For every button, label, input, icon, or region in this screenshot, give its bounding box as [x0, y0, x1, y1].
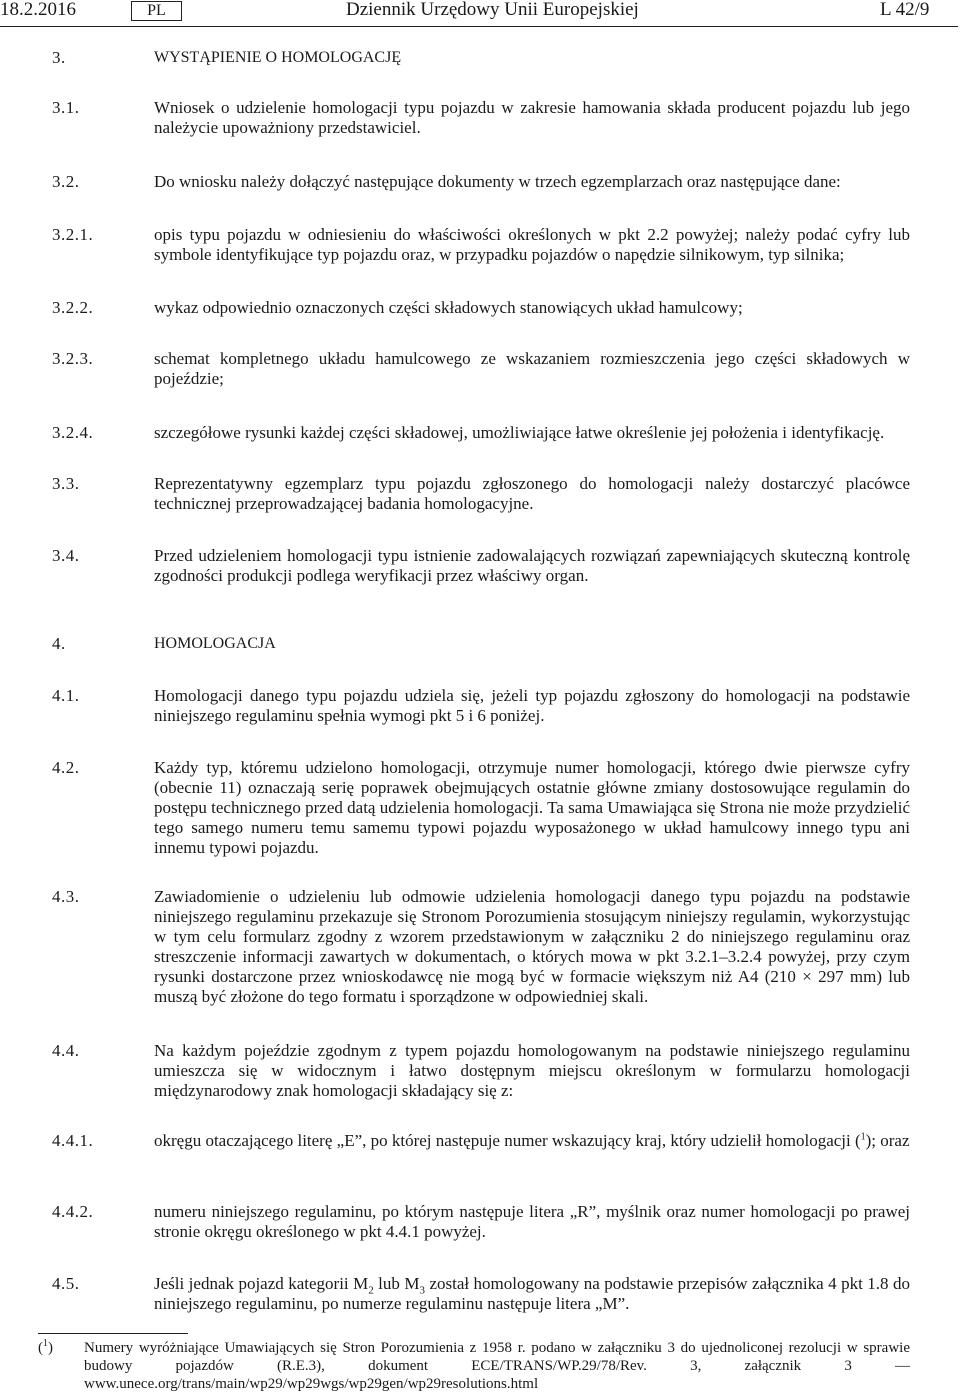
paragraph-4-4-2	[52, 1202, 910, 1242]
footnote-divider	[38, 1333, 188, 1334]
paragraph-number: 3.2.	[52, 172, 80, 191]
paragraph-number: 3.2.4.	[52, 423, 94, 442]
text-after-reference: ); oraz	[865, 1131, 910, 1150]
paragraph-text: Każdy typ, któremu udzielono homologacji, otrzymuje numer homologacji, którego dwie pierwsze cyfry (obecnie 11) oznaczają serię poprawek obejmujących ostatnie główne zmiany dostosowujące regulamin do postępu technicznego przed datą udzielenia homologacji. Ta sama Umawiająca się Strona nie może przydzielić tego samego numeru temu samemu typowi pojazdu wyposażonego w układ hamulcowy innego typu ani innemu typowi pojazdu.	[154, 758, 910, 857]
paragraph-number: 3.2.3.	[52, 349, 94, 368]
paragraph-4-1	[52, 686, 910, 726]
paragraph-text: Do wniosku należy dołączyć następujące dokumenty w trzech egzemplarzach oraz następujące dane:	[154, 172, 841, 191]
paragraph-number: 3.3.	[52, 474, 80, 493]
paragraph-3-2-3	[52, 349, 910, 389]
text-part: lub M	[373, 1274, 420, 1293]
section-title: HOMOLOGACJA	[154, 635, 276, 652]
paragraph-text: wykaz odpowiednio oznaczonych części składowych stanowiących układ hamulcowy;	[154, 298, 743, 317]
paragraph-text: szczegółowe rysunki każdej części składowej, umożliwiające łatwe określenie jej położenia i identyfikację.	[154, 423, 885, 442]
paragraph-number: 4.3.	[52, 887, 80, 906]
paragraph-3-2-2	[52, 298, 910, 318]
paragraph-text: schemat kompletnego układu hamulcowego ze wskazaniem rozmieszczenia jego części składowych w pojeździe;	[154, 349, 910, 388]
section-3-heading	[52, 48, 910, 68]
paragraph-3-4	[52, 546, 910, 586]
footnote-marker: ($^1$)	[38, 1338, 53, 1356]
paragraph-text: opis typu pojazdu w odniesieniu do właściwości określonych w pkt 2.2 powyżej; należy podać cyfry lub symbole identyfikujące typ pojazdu oraz, w przypadku pojazdów o napędzie silnikowym, typ silnika;	[154, 225, 910, 264]
paragraph-4-4	[52, 1041, 910, 1101]
paragraph-3-2-4	[52, 423, 910, 443]
language-badge: PL	[131, 1, 182, 21]
text-before-reference: okręgu otaczającego literę „E”, po której następuje numer wskazujący kraj, który udzielił homologacji (	[154, 1131, 861, 1150]
journal-title: Dziennik Urzędowy Unii Europejskiej	[346, 0, 639, 20]
paragraph-number: 3.1.	[52, 98, 80, 117]
paragraph-3-2	[52, 172, 910, 192]
section-4-heading	[52, 634, 910, 654]
paragraph-4-4-1	[52, 1131, 910, 1151]
paragraph-text: Homologacji danego typu pojazdu udziela się, jeżeli typ pojazdu zgłoszony do homologacji na podstawie niniejszego regulaminu spełnia wymogi pkt 5 i 6 poniżej.	[154, 686, 910, 725]
footnote	[38, 1339, 910, 1393]
paragraph-4-2	[52, 758, 910, 858]
paragraph-3-2-1	[52, 225, 910, 265]
paragraph-number: 4.2.	[52, 758, 80, 777]
text-part: Jeśli jednak pojazd kategorii M	[154, 1274, 369, 1293]
text-part: został homologowany na podstawie przepisów załącznika 4 pkt 1.8 do niniejszego regulaminu, po numerze regulaminu następuje litera „M”.	[154, 1274, 911, 1313]
section-number: 3.	[52, 48, 66, 67]
paragraph-4-3	[52, 887, 910, 1007]
category-subscript: 3	[419, 1284, 425, 1297]
paragraph-number: 3.2.2.	[52, 298, 94, 317]
paragraph-text: Zawiadomienie o udzieleniu lub odmowie udzielenia homologacji danego typu pojazdu na podstawie niniejszego regulaminu przekazuje się Stronom Porozumienia stosującym niniejszy regulamin, wykorzystując w tym celu formularz zgodny z wzorem przedstawionym w załączniku 2 do niniejszego regulaminu oraz streszczenie informacji zawartych w dokumentach, o których mowa w pkt 3.2.1–3.2.4 powyżej, przy czym rysunki dostarczone przez wnioskodawcę nie mogą być w formacie większym niż A4 (210 × 297 mm) lub muszą być złożone do tego formatu i sporządzone w odpowiedniej skali.	[154, 887, 910, 1006]
page-header	[0, 0, 960, 40]
paragraph-number: 4.5.	[52, 1274, 80, 1293]
page-reference: L 42/9	[880, 0, 930, 20]
header-divider	[0, 26, 958, 27]
paragraph-number: 4.1.	[52, 686, 80, 705]
paragraph-text: Przed udzieleniem homologacji typu istnienie zadowalających rozwiązań zapewniających skuteczną kontrolę zgodności produkcji podlega weryfikacji przez właściwy organ.	[154, 546, 910, 585]
footnote-reference[interactable]: 1	[860, 1131, 866, 1143]
section-number: 4.	[52, 634, 66, 653]
paragraph-number: 4.4.2.	[52, 1202, 94, 1221]
paragraph-number: 3.2.1.	[52, 225, 94, 244]
footnote-text: Numery wyróżniające Umawiających się Stron Porozumienia z 1958 r. podano w załączniku 3 do ujednoliconej rezolucji w sprawie budowy pojazdów (R.E.3), dokument ECE/TRANS/WP.29/78/Rev. 3, załącznik 3 — www.unece.org/trans/main/wp29/wp29wgs/wp29gen/wp29resolutions.html	[84, 1340, 910, 1392]
paragraph-text	[154, 1131, 910, 1151]
paragraph-3-1	[52, 98, 910, 138]
category-subscript: 2	[368, 1284, 374, 1297]
paragraph-number: 4.4.	[52, 1041, 80, 1060]
paragraph-text: Na każdym pojeździe zgodnym z typem pojazdu homologowanym na podstawie niniejszego regulaminu umieszcza się w widocznym i łatwo dostępnym miejscu określonym w formularzu homologacji międzynarodowy znak homologacji składający się z:	[154, 1041, 910, 1100]
paragraph-text: Reprezentatywny egzemplarz typu pojazdu zgłoszonego do homologacji należy dostarczyć placówce technicznej przeprowadzającej badania homologacyjne.	[154, 474, 910, 513]
paragraph-number: 3.4.	[52, 546, 80, 565]
paragraph-4-5	[52, 1274, 910, 1314]
paragraph-text: numeru niniejszego regulaminu, po którym następuje litera „R”, myślnik oraz numer homologacji po prawej stronie okręgu określonego w pkt 4.4.1 powyżej.	[154, 1202, 910, 1241]
section-title: WYSTĄPIENIE O HOMOLOGACJĘ	[154, 49, 402, 66]
paragraph-text	[154, 1274, 910, 1314]
publication-date: 18.2.2016	[0, 0, 76, 20]
paragraph-3-3	[52, 474, 910, 514]
paragraph-text: Wniosek o udzielenie homologacji typu pojazdu w zakresie hamowania składa producent pojazdu lub jego należycie upoważniony przedstawiciel.	[154, 98, 910, 137]
paragraph-number: 4.4.1.	[52, 1131, 94, 1150]
